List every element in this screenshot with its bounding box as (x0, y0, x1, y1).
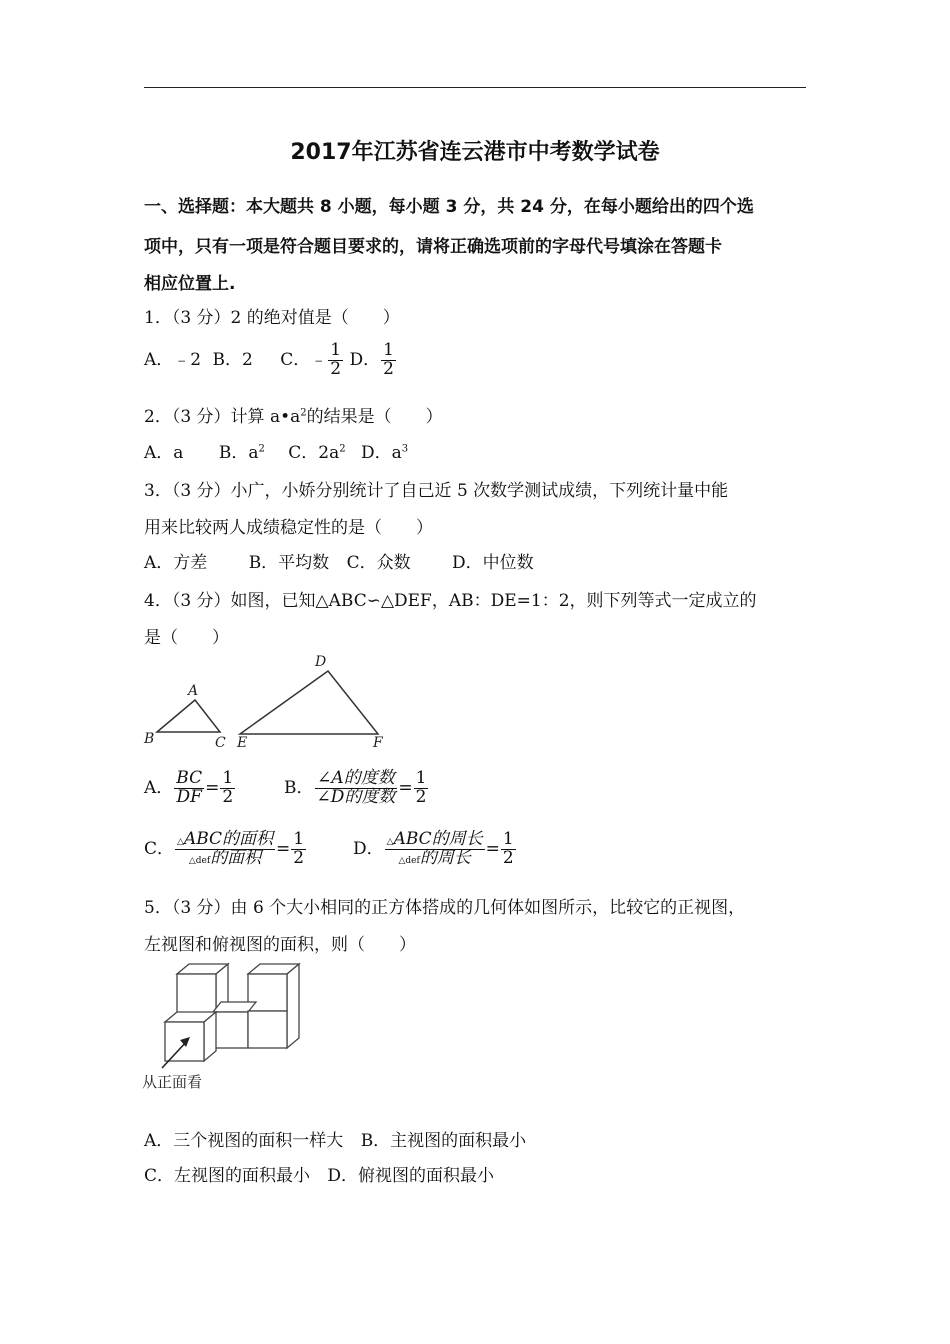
vertex-label-c: C (215, 735, 226, 751)
q3-option-d: D．中位数 (452, 553, 534, 573)
page-title: 2017年江苏省连云港市中考数学试卷 (290, 140, 660, 165)
q1-option-a: A．﹣2 (144, 349, 202, 370)
vertex-label-f: F (373, 735, 383, 751)
q2-options (144, 438, 408, 463)
q2-option-b: B．$a^2$ (218, 443, 265, 463)
vertex-label-d: D (315, 654, 327, 670)
figure-caption: 从正面看 (142, 1073, 203, 1091)
q4-option-c-fraction: $\frac{\text{△ABC的面积}}{\text{△def的面积}}$ (177, 829, 274, 868)
q1-fraction-d: $\frac{1}{2}$ (383, 340, 394, 379)
q3-stem-line-2: 用来比较两人成绩稳定性的是（ ） (144, 518, 433, 538)
q5-stem-line-2: 左视图和俯视图的面积，则（ ） (144, 935, 416, 955)
q5-cubes-figure (140, 960, 310, 1095)
q4-option-d: D． $\frac{\text{△ABC的周长}}{\text{△def的周长}}$ = $\frac{1}{2}$ (353, 829, 514, 868)
q4-triangles-figure (140, 650, 400, 755)
q5-option-c: C．左视图的面积最小 (144, 1166, 311, 1186)
q4-option-a-fraction: $\frac{BC}{DF}$ (176, 768, 203, 807)
q4-stem-line-1: 4．（3 分）如图，已知△ABC∽△DEF，AB：DE=1：2，则下列等式一定成立的 (144, 591, 757, 611)
q3-option-a: A．方差 (144, 553, 208, 573)
q5-options-row-1 (144, 1126, 526, 1151)
q5-stem-line-1: 5．（3 分）由 6 个大小相同的正方体搭成的几何体如图所示，比较它的正视图， (144, 898, 746, 918)
q1-option-d: D． $\frac{1}{2}$ (349, 340, 394, 379)
vertex-label-a: A (188, 683, 199, 699)
triangle-def (240, 671, 378, 734)
q4-option-c: C． $\frac{\text{△ABC的面积}}{\text{△def的面积}}$ = $\frac{1}{2}$ (144, 829, 305, 868)
cube-side-face (287, 964, 299, 1048)
q4-option-a: A． $\frac{BC}{DF}$ = $\frac{1}{2}$ (144, 768, 234, 807)
q1-stem: 1．（3 分）2 的绝对值是（ ） (144, 308, 400, 328)
header-rule (144, 87, 806, 88)
section-heading-line-3: 相应位置上. (144, 274, 236, 294)
section-heading-line-2: 项中，只有一项是符合题目要求的，请将正确选项前的字母代号填涂在答题卡 (144, 237, 722, 257)
triangle-abc (157, 700, 220, 732)
vertex-label-b: B (144, 731, 155, 747)
section-heading-line-1: 一、选择题：本大题共 8 小题，每小题 3 分，共 24 分，在每小题给出的四个选 (144, 197, 754, 217)
q2-option-d: D．$a^3$ (361, 443, 409, 463)
q4-option-d-ratio: $\frac{1}{2}$ (502, 829, 514, 868)
q1-option-c: C．﹣ $\frac{1}{2}$ (280, 340, 342, 379)
cube-front-face (213, 1012, 248, 1048)
cube-stack (165, 964, 299, 1061)
vertex-label-e: E (237, 735, 248, 751)
q2-option-c: C．$2a^2$ (288, 443, 346, 463)
q4-option-b: B． $\frac{\text{∠A的度数}}{\text{∠D的度数}}$ = $\frac{1}{2}$ (284, 768, 427, 807)
q4-option-d-fraction: $\frac{\text{△ABC的周长}}{\text{△def的周长}}$ (386, 829, 483, 868)
q1-fraction-c: $\frac{1}{2}$ (330, 340, 342, 379)
cube-front-face (248, 1011, 287, 1048)
q2-stem: 2．（3 分）计算 $a•a^2$的结果是（ ） (144, 407, 443, 427)
q4-option-a-ratio: $\frac{1}{2}$ (222, 768, 234, 807)
q5-option-d: D．俯视图的面积最小 (327, 1166, 495, 1186)
q4-option-c-ratio: $\frac{1}{2}$ (293, 829, 305, 868)
q3-option-c: C．众数 (346, 553, 411, 573)
q1-option-b: B．2 (212, 349, 253, 370)
q3-stem-line-1: 3．（3 分）小广，小娇分别统计了自己近 5 次数学测试成绩，下列统计量中能 (144, 481, 729, 501)
q5-option-b: B．主视图的面积最小 (360, 1131, 527, 1151)
q1-options (144, 342, 397, 379)
q3-option-b: B．平均数 (248, 553, 330, 573)
q4-option-b-ratio: $\frac{1}{2}$ (415, 768, 427, 807)
cube-front-face (177, 974, 216, 1013)
q5-option-a: A．三个视图的面积一样大 (144, 1131, 344, 1151)
q3-options (144, 548, 534, 573)
q4-option-b-fraction: $\frac{\text{∠A的度数}}{\text{∠D的度数}}$ (316, 768, 396, 807)
q5-options-row-2 (144, 1161, 494, 1186)
q4-stem-line-2: 是（ ） (144, 628, 229, 648)
q2-option-a: A．a (144, 443, 184, 463)
